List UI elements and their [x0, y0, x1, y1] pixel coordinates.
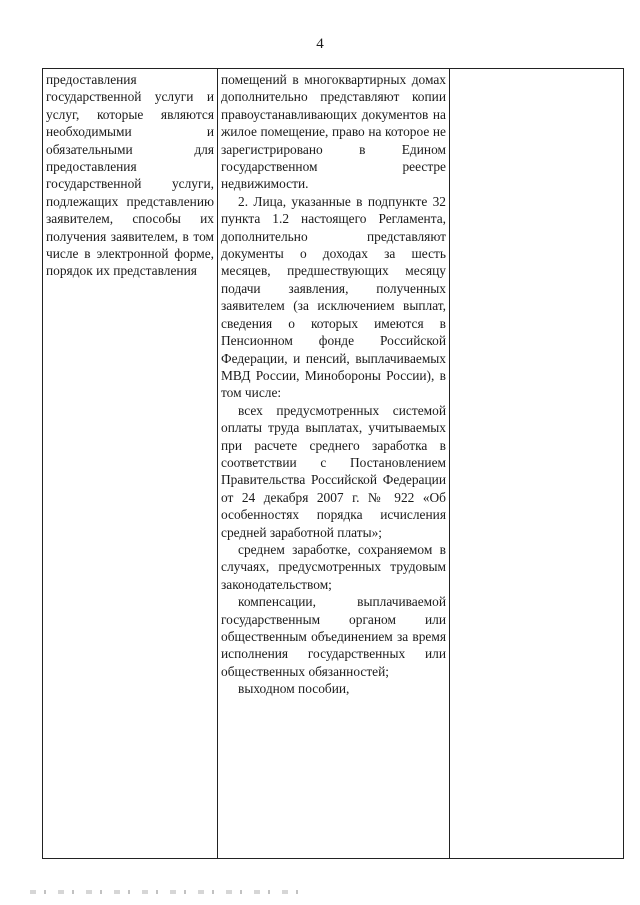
- scan-artifact: [30, 890, 300, 894]
- document-table: [42, 68, 624, 859]
- paragraph-3: всех предусмотренных системой оплаты труда выплатах, учитываемых при расчете среднего заработка в соответствии с Постановлением Правительства Российской Федерации от 24 декабря 2007 г. № 922 «Об особенностях порядка исчисления средней заработной платы»;: [221, 402, 446, 540]
- table-cell-empty: [450, 69, 624, 859]
- table-cell-requirements: [218, 69, 450, 859]
- page-number: 4: [316, 36, 324, 52]
- table-row: [43, 69, 624, 859]
- cell-text: предоставления государственной услуги и услуг, которые являются необходимыми и обязательными для предоставления государственной услуги, подлежащих представлению заявителем, способы их получения заявителем, в том числе в электронной форме, порядок их представления: [46, 72, 214, 279]
- paragraph-1: помещений в многоквартирных домах дополнительно представляют копии правоустанавливающих документов на жилое помещение, право на которое не зарегистрировано в Едином государственном реестре недвижимости.: [221, 72, 446, 192]
- paragraph-5: компенсации, выплачиваемой государственным органом или общественным объединением за время исполнения государственных или общественных обязанностей;: [221, 594, 446, 679]
- paragraph-6: выходном пособии,: [238, 681, 350, 697]
- table-cell-description: [43, 69, 218, 859]
- paragraph-4: среднем заработке, сохраняемом в случаях, предусмотренных трудовым законодательством;: [221, 541, 446, 592]
- paragraph-2: 2. Лица, указанные в подпункте 32 пункта 1.2 настоящего Регламента, дополнительно представляют документы о доходах за шесть месяцев, предшествующих месяцу подачи заявления, полученных заявителем (за исключением выплат, сведения о которых имеются в Пенсионном фонде Российской Федерации, и пенсий, выплачиваемых МВД России, Минобороны России), в том числе:: [221, 193, 446, 401]
